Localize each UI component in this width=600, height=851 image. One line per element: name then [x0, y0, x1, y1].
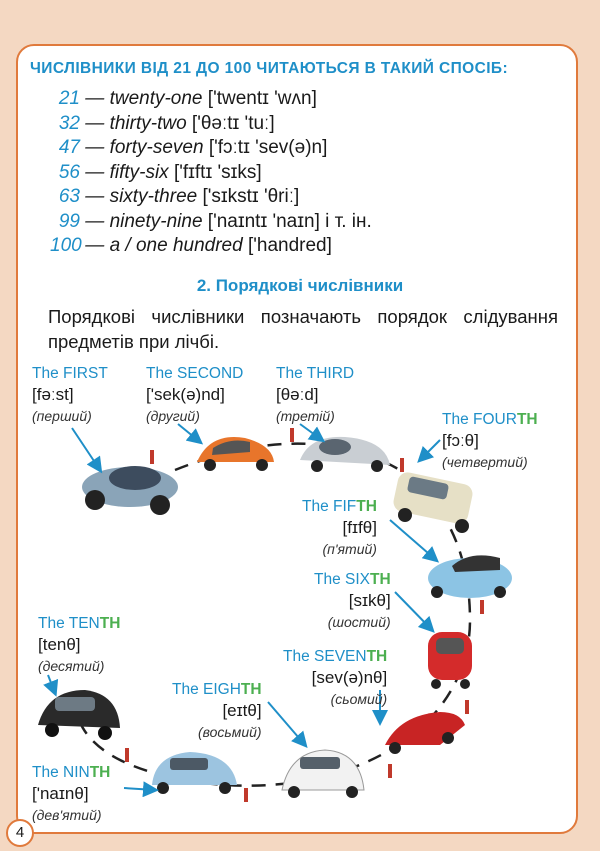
car-tenth-icon — [38, 690, 120, 740]
number-word: twenty-one — [109, 88, 203, 109]
ordinal-stem: The SEVEN — [283, 648, 367, 665]
car-fifth-icon — [428, 555, 512, 598]
ordinal-en: The THIRD — [276, 365, 355, 382]
dash: — — [85, 235, 105, 256]
number-value: 47 — [58, 137, 80, 158]
ordinal-en — [172, 680, 262, 700]
ordinal-en — [302, 497, 377, 517]
ordinal-ua: (четвертий) — [442, 454, 528, 470]
car-seventh-icon — [385, 712, 465, 754]
number-word: ninety-nine — [109, 210, 203, 232]
ordinal-ua: (другий) — [146, 408, 200, 424]
ordinal-transcription: [fɪfθ] — [342, 518, 377, 537]
ordinal-stem: The NIN — [32, 764, 90, 781]
dash: — — [85, 210, 105, 232]
number-word: sixty-three — [109, 186, 198, 207]
ordinal-ua: (сьомий) — [330, 691, 388, 707]
number-value: 100 — [50, 235, 82, 256]
transcription: ['sɪkstɪ 'θriː] — [202, 186, 300, 207]
car-sixth-icon — [428, 632, 472, 689]
car-eighth-icon — [282, 750, 364, 798]
section-title: 2. Порядкові числівники — [196, 276, 404, 295]
car-fourth-icon — [392, 471, 475, 533]
ordinal-transcription: [fɔːθ] — [442, 431, 479, 450]
ordinal-stem: The SIX — [314, 571, 370, 588]
number-word: fifty-six — [109, 161, 169, 183]
ordinal-ua: (третій) — [276, 408, 335, 424]
label-fourth — [442, 410, 538, 472]
label-tenth — [38, 614, 120, 676]
dash: — — [85, 137, 105, 158]
car-third-icon — [300, 437, 390, 472]
page-number: 4 — [6, 819, 34, 847]
ordinal-ua: (дев'ятий) — [32, 807, 102, 823]
label-second — [146, 364, 243, 426]
ordinal-transcription: [fəːst] — [32, 385, 74, 404]
ordinal-stem: The FOUR — [442, 411, 517, 428]
ordinal-en — [442, 410, 538, 430]
car-first-icon — [82, 466, 178, 515]
label-seventh — [283, 647, 387, 709]
ordinal-transcription: ['sek(ə)nd] — [146, 385, 225, 404]
label-third — [276, 364, 354, 426]
number-value: 21 — [58, 88, 80, 109]
label-fifth — [302, 497, 377, 559]
ordinal-ua: (десятий) — [38, 658, 105, 674]
label-first — [32, 364, 108, 426]
ordinal-transcription: [θəːd] — [276, 385, 319, 404]
ordinal-en: The SECOND — [146, 365, 244, 382]
ordinal-en — [314, 570, 391, 590]
ordinal-ua: (шостий) — [327, 614, 391, 630]
label-sixth — [314, 570, 391, 632]
car-second-icon — [197, 437, 274, 471]
ordinal-en — [38, 614, 120, 634]
ordinal-ua: (п'ятий) — [322, 541, 377, 557]
ordinal-transcription: ['naɪnθ] — [32, 784, 89, 803]
ordinal-en: The FIRST — [32, 365, 108, 382]
rule-heading: ЧИСЛІВНИКИ ВІД 21 ДО 100 ЧИТАЮТЬСЯ В ТАКИЙ СПОСІБ: — [30, 60, 509, 77]
transcription: ['fɪftɪ 'sɪks] — [173, 161, 262, 183]
ordinal-suffix: TH — [99, 615, 121, 632]
dash: — — [85, 161, 105, 183]
ordinal-en — [32, 763, 110, 783]
number-word: thirty-two — [109, 112, 187, 134]
transcription: ['θəːtɪ 'tuː] — [191, 112, 275, 134]
ordinal-transcription: [tenθ] — [38, 635, 81, 654]
ordinal-suffix: TH — [356, 498, 377, 515]
ordinal-stem: The EIGH — [172, 681, 241, 698]
ordinal-ua: (восьмий) — [197, 724, 262, 740]
ordinal-stem: The TEN — [38, 615, 100, 632]
ordinal-transcription: [eɪtθ] — [222, 701, 262, 720]
ordinal-suffix: TH — [89, 764, 111, 781]
ordinal-stem: The FIF — [302, 498, 357, 515]
label-eighth — [172, 680, 262, 742]
ordinal-transcription: [sev(ə)nθ] — [311, 668, 388, 687]
number-value: 63 — [58, 186, 80, 207]
ordinal-ua: (перший) — [32, 408, 92, 424]
dash: — — [85, 88, 105, 109]
transcription: ['naɪntɪ 'naɪn] і т. ін. — [207, 210, 372, 232]
transcription: ['fɔːtɪ 'sev(ə)n] — [208, 137, 328, 158]
number-value: 56 — [58, 161, 80, 183]
number-word: forty-seven — [109, 137, 204, 158]
car-ninth-icon — [152, 752, 237, 794]
transcription: ['twentɪ 'wʌn] — [207, 88, 317, 109]
number-value: 32 — [58, 112, 80, 134]
ordinal-transcription: [sɪkθ] — [348, 591, 391, 610]
transcription: ['handred] — [247, 235, 332, 256]
number-word: a / one hundred — [109, 235, 243, 256]
ordinal-en — [283, 647, 387, 667]
label-ninth — [32, 763, 110, 825]
dash: — — [85, 186, 105, 207]
definition-paragraph: Порядкові числівники позначають порядок слідування предметів при лічбі. — [48, 306, 558, 352]
dash: — — [85, 112, 105, 134]
number-value: 99 — [58, 210, 80, 232]
ordinal-suffix: TH — [366, 648, 388, 665]
ordinal-suffix: TH — [240, 681, 262, 698]
ordinal-suffix: TH — [516, 411, 538, 428]
ordinal-suffix: TH — [370, 571, 391, 588]
